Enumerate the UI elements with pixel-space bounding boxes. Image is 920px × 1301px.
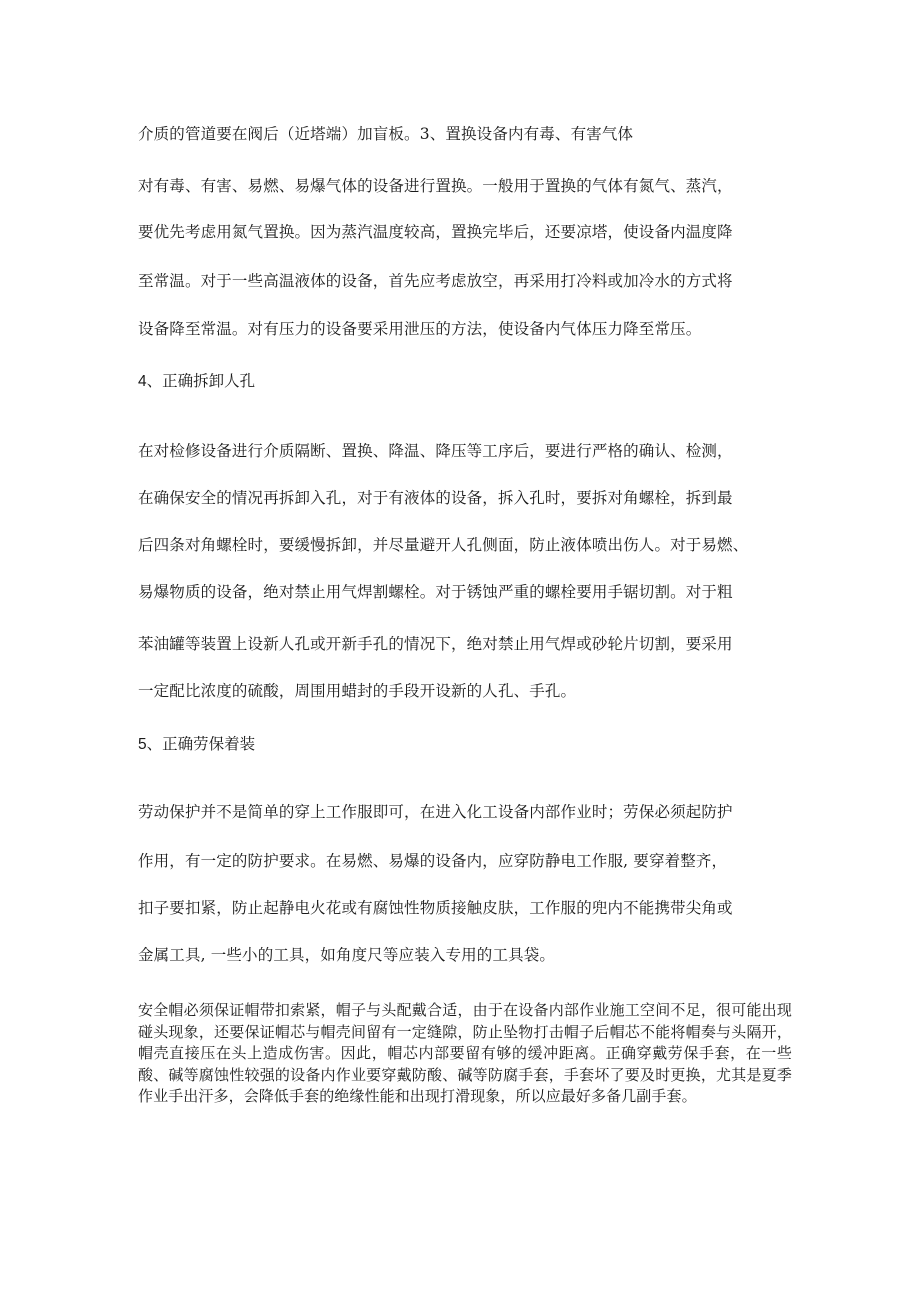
section-title: 、正确拆卸人孔: [146, 372, 256, 390]
final-paragraph: 安全帽必须保证帽带扣索紧，帽子与头配戴合适，由于在设备内部作业施工空间不足，很可能出现碰头现象，还要保证帽芯与帽壳间留有一定缝隙，防止坠物打击帽子后帽芯不能将帽奏与头隔开，帽壳直接压在头上造成伤害。因此，帽芯内部要留有够的缓冲距离。正确穿戴劳保手套，在一些酸、碱等腐蚀性较强的设备内作业要穿戴防酸、碱等防腐手套，手套坏了要及时更换，尤其是夏季作业手出汗多，会降低手套的绝缘性能和出现打滑现象，所以应最好多备几副手套。: [138, 1001, 792, 1106]
text-line: 设备降至常温。对有压力的设备要采用泄压的方法，使设备内气体压力降至常压。: [138, 320, 702, 338]
text-line: 苯油罐等装置上设新人孔或开新手孔的情况下，绝对禁止用气焊或砂轮片切割，要采用: [138, 635, 733, 653]
text-line: 在确保安全的情况再拆卸入孔，对于有液体的设备，拆入孔时，要拆对角螺栓，拆到最: [138, 489, 733, 507]
section-number: 5: [138, 736, 147, 753]
text-line: 扣子要扣紧，防止起静电火花或有腐蚀性物质接触皮肤，工作服的兜内不能携带尖角或: [138, 899, 733, 917]
text-line: 劳动保护并不是简单的穿上工作服即可，在进入化工设备内部作业时；劳保必须起防护: [138, 803, 733, 821]
section-title: 、正确劳保着装: [146, 735, 256, 753]
text-line: 在对检修设备进行介质隔断、置换、降温、降压等工序后，要进行严格的确认、检测，: [138, 442, 733, 460]
text-line: 易爆物质的设备，绝对禁止用气焊割螺栓。对于锈蚀严重的螺栓要用手锯切割。对于粗: [138, 583, 733, 601]
text-line: 至常温。对于一些高温液体的设备，首先应考虑放空，再采用打冷料或加冷水的方式将: [138, 272, 733, 290]
text-line: 一定配比浓度的硫酸，周围用蜡封的手段开设新的人孔、手孔。: [138, 682, 577, 700]
section-heading-5: [138, 734, 255, 755]
text-line: 作用，有一定的防护要求。在易燃、易爆的设备内，应穿防静电工作服, 要穿着整齐，: [138, 852, 728, 870]
text-line: 介质的管道要在阀后（近塔端）加盲板。3、置换设备内有毒、有害气体: [138, 125, 634, 143]
text-line: 对有毒、有害、易燃、易爆气体的设备进行置换。一般用于置换的气体有氮气、蒸汽，: [138, 177, 733, 195]
section-heading-4: [138, 371, 255, 392]
text-line: 后四条对角螺栓时，要缓慢拆卸，并尽量避开人孔侧面，防止液体喷出伤人。对于易燃、: [138, 536, 749, 554]
section-number: 4: [138, 373, 147, 390]
text-line: 要优先考虑用氮气置换。因为蒸汽温度较高，置换完毕后，还要凉塔，使设备内温度降: [138, 223, 733, 241]
text-line: 金属工具, 一些小的工具，如角度尺等应装入专用的工具袋。: [138, 946, 556, 964]
